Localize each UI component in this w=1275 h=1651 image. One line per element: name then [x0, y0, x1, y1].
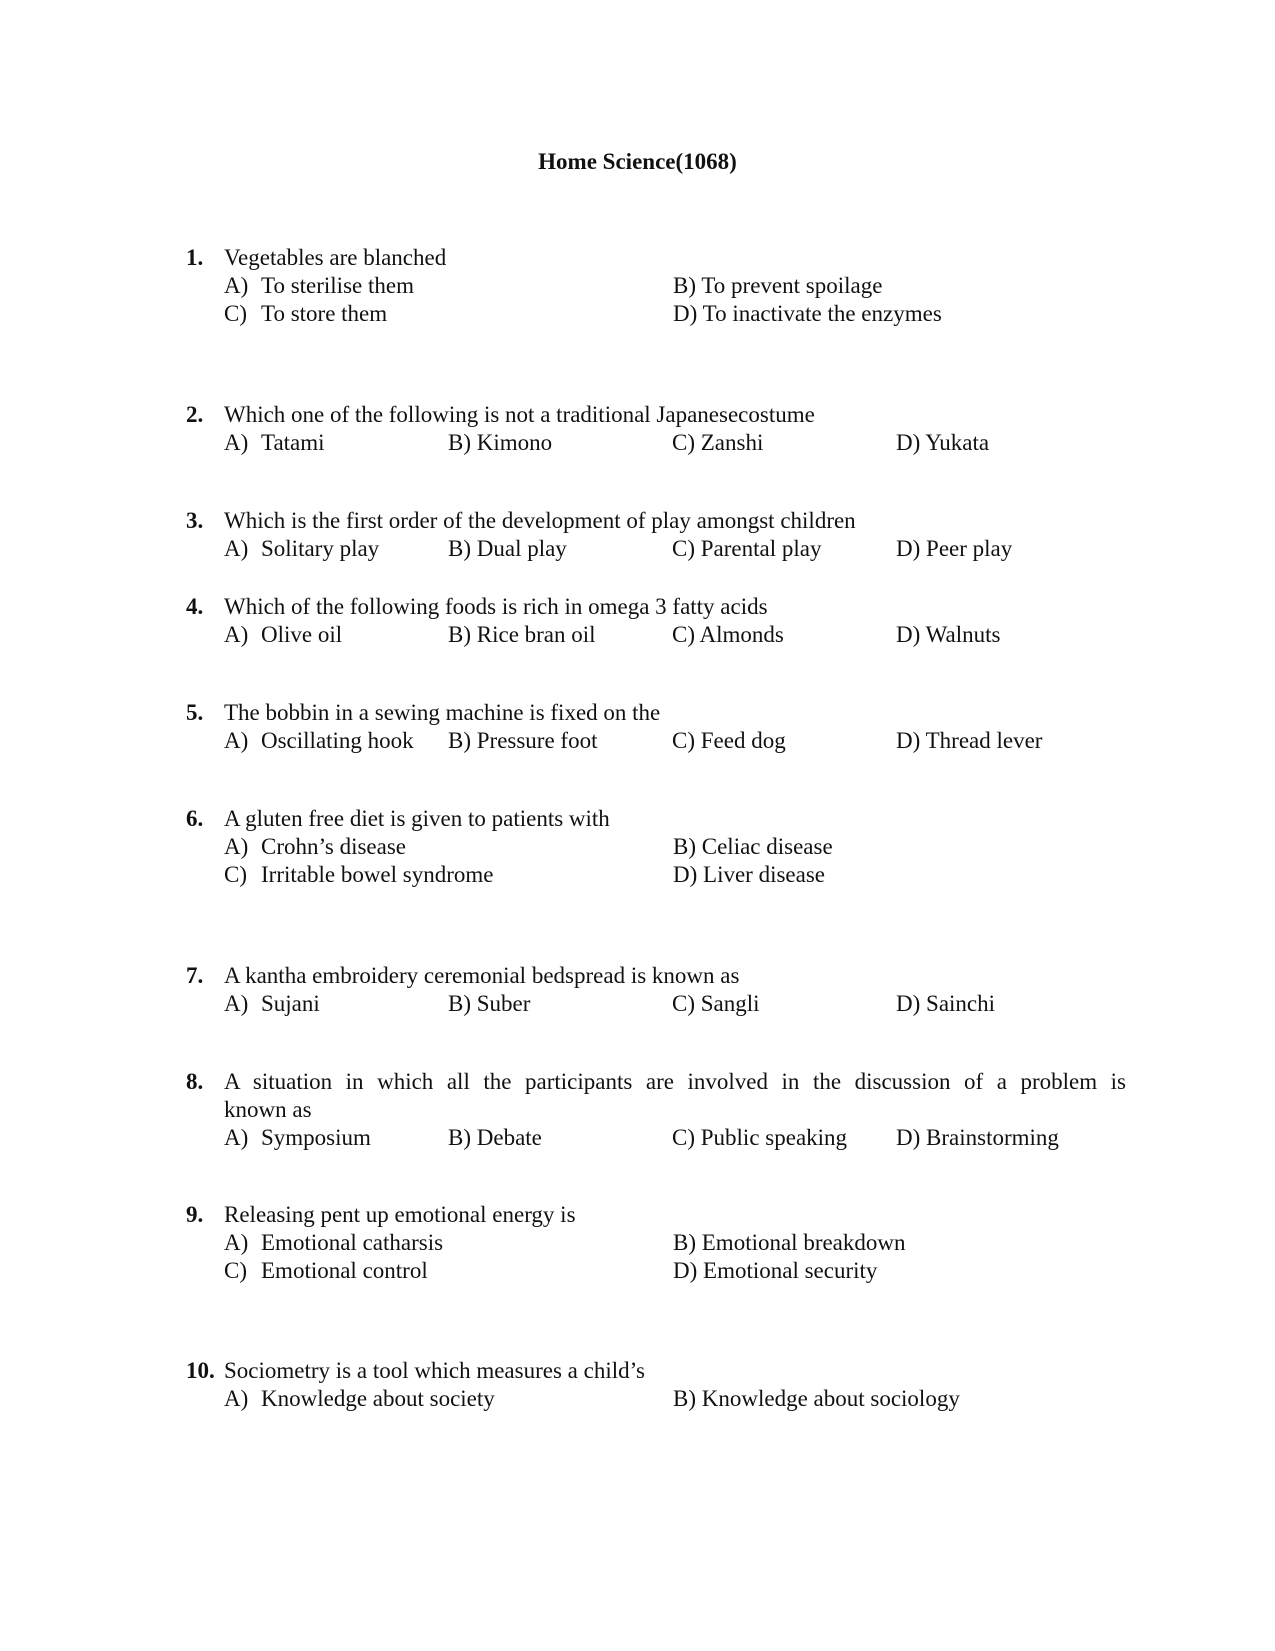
option-c: C) Parental play — [672, 536, 822, 561]
question-9 — [186, 1201, 1126, 1285]
question-text: Vegetables are blanched — [224, 245, 447, 270]
option-c: C) Irritable bowel syndrome — [224, 862, 494, 887]
option-d: D) Walnuts — [896, 622, 1001, 647]
option-b: B) Emotional breakdown — [673, 1230, 906, 1255]
question-text: The bobbin in a sewing machine is fixed on the — [224, 700, 661, 725]
question-text: Releasing pent up emotional energy is — [224, 1202, 576, 1227]
option-b: B) Rice bran oil — [448, 622, 596, 647]
option-d: D) Brainstorming — [896, 1125, 1059, 1150]
option-a: A) Knowledge about society — [224, 1386, 495, 1411]
question-number: 4. — [186, 594, 204, 619]
option-b: B) Suber — [448, 991, 531, 1016]
option-a: A) Crohn’s disease — [224, 834, 407, 859]
question-number: 2. — [186, 402, 204, 427]
option-a: A) Emotional catharsis — [224, 1230, 444, 1255]
option-a: A) Solitary play — [224, 536, 380, 561]
option-c: C) Almonds — [672, 622, 784, 647]
option-b: B) Pressure foot — [448, 728, 598, 753]
option-a: A) Olive oil — [224, 622, 343, 647]
option-c: C) Sangli — [672, 991, 760, 1016]
option-d: D) Thread lever — [896, 728, 1043, 753]
question-text: Which one of the following is not a traditional Japanesecostume — [224, 402, 815, 427]
question-number: 8. — [186, 1069, 204, 1094]
option-d: D) Liver disease — [673, 862, 826, 887]
option-d: D) Emotional security — [673, 1258, 878, 1283]
option-a: A) Symposium — [224, 1125, 371, 1150]
question-3 — [186, 507, 1126, 563]
option-d: D) Sainchi — [896, 991, 996, 1016]
option-c: C) To store them — [224, 301, 388, 326]
question-5 — [186, 699, 1126, 755]
question-number: 3. — [186, 508, 204, 533]
option-a: A) Tatami — [224, 430, 325, 455]
question-text: A gluten free diet is given to patients with — [224, 806, 610, 831]
option-d: D) To inactivate the enzymes — [673, 301, 942, 326]
option-a: A) Sujani — [224, 991, 320, 1016]
option-c: C) Public speaking — [672, 1125, 848, 1150]
option-c: C) Feed dog — [672, 728, 786, 753]
question-7 — [186, 962, 1126, 1018]
question-text: Which is the first order of the development of play amongst children — [224, 508, 856, 533]
option-d: D) Peer play — [896, 536, 1013, 561]
question-number: 5. — [186, 700, 204, 725]
question-number: 9. — [186, 1202, 204, 1227]
option-b: B) Knowledge about sociology — [673, 1386, 960, 1411]
option-b: B) Celiac disease — [673, 834, 833, 859]
question-4 — [186, 593, 1126, 649]
question-6 — [186, 805, 1126, 889]
option-a: A) Oscillating hook — [224, 728, 414, 753]
question-text: A kantha embroidery ceremonial bedspread is known as — [224, 963, 740, 988]
option-d: D) Yukata — [896, 430, 990, 455]
question-text-continued: known as — [224, 1097, 312, 1122]
page-title: Home Science(1068) — [538, 149, 737, 174]
question-1 — [186, 244, 1126, 328]
option-c: C) Zanshi — [672, 430, 764, 455]
option-b: B) Debate — [448, 1125, 542, 1150]
option-b: B) Dual play — [448, 536, 567, 561]
question-text: Which of the following foods is rich in omega 3 fatty acids — [224, 594, 768, 619]
question-number: 10. — [186, 1358, 215, 1383]
option-b: B) Kimono — [448, 430, 553, 455]
question-number: 1. — [186, 245, 204, 270]
question-10 — [186, 1357, 1126, 1413]
question-text: A situation in which all the participants are involved in the discussion of a problem is — [224, 1069, 1126, 1094]
question-8 — [186, 1068, 1126, 1152]
option-a: A) To sterilise them — [224, 273, 414, 298]
question-number: 6. — [186, 806, 204, 831]
option-b: B) To prevent spoilage — [673, 273, 883, 298]
option-c: C) Emotional control — [224, 1258, 428, 1283]
question-2 — [186, 401, 1126, 457]
question-text: Sociometry is a tool which measures a child’s — [224, 1358, 645, 1383]
question-number: 7. — [186, 963, 204, 988]
